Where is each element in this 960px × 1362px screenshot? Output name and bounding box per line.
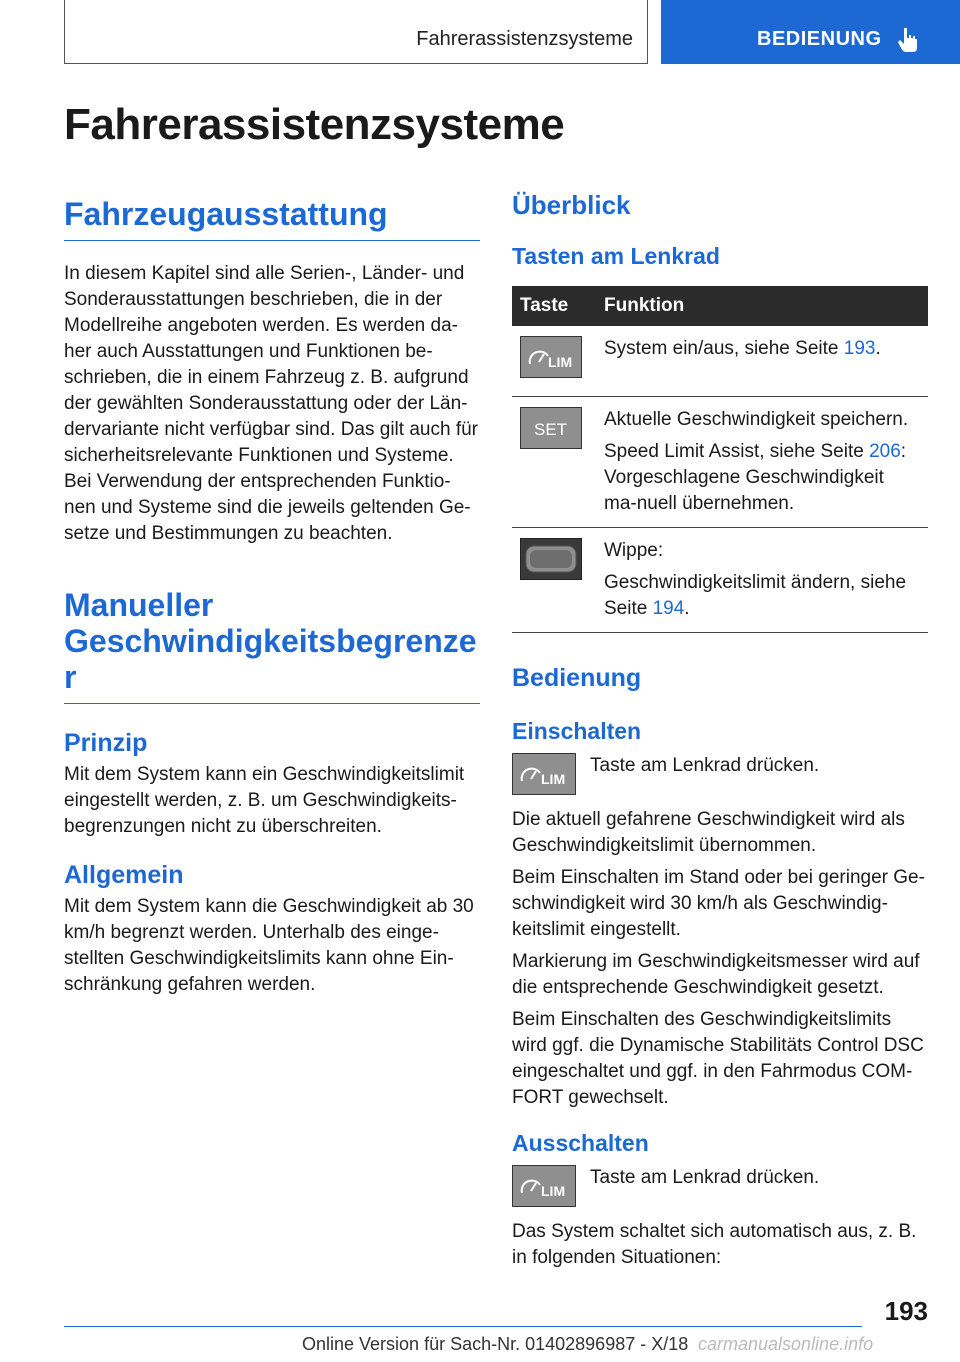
rocker-switch-icon	[520, 538, 582, 580]
header-tab	[661, 0, 960, 64]
prinzip-heading: Prinzip	[64, 729, 148, 757]
row3-text2: Geschwindigkeitslimit ändern, siehe Seite	[604, 572, 907, 619]
table-header-row	[512, 286, 928, 326]
lim-button-icon	[512, 753, 576, 795]
buttons-table	[512, 286, 928, 633]
page-link-206[interactable]: 206	[869, 441, 901, 462]
table-row: Wippe: Geschwindigkeitslimit ändern, siehe Seite 194.	[512, 528, 928, 633]
svg-text:SET: SET	[534, 420, 568, 439]
hand-pointer-icon	[896, 26, 920, 54]
page-number: 193	[884, 1296, 928, 1326]
einschalten-p3: Markierung im Geschwindigkeitsmesser wird auf die entsprechende Geschwindigkeit gesetzt.	[512, 951, 920, 998]
einschalten-heading: Einschalten	[512, 718, 642, 744]
row1-text: System ein/aus, siehe Seite	[604, 338, 844, 359]
row2-text1: Aktuelle Geschwindigkeit speichern.	[604, 409, 909, 430]
header-section-title: Fahrerassistenzsysteme	[416, 28, 633, 50]
table-row: LIM System ein/aus, siehe Seite 193.	[512, 326, 928, 397]
left-column	[64, 190, 480, 998]
ausschalten-heading: Ausschalten	[512, 1130, 649, 1156]
einschalten-p2: Beim Einschalten im Stand oder bei geringer Ge‐schwindigkeit wird 30 km/h als Geschwindig‐keitslimit eingestellt.	[512, 867, 925, 940]
svg-text:LIM: LIM	[541, 771, 566, 787]
prinzip-text: Mit dem System kann ein Geschwindigkeitslimit eingestellt werden, z. B. um Geschwindigkeits‐begrenzungen nicht zu überschreiten.	[64, 764, 465, 837]
footer-online-version: Online Version für Sach-Nr. 01402896987 - X/18	[302, 1334, 689, 1354]
row3-text1: Wippe:	[604, 540, 664, 561]
lim-button-icon	[520, 336, 582, 378]
fahrzeugausstattung-heading: Fahrzeugausstattung	[64, 190, 480, 241]
page-link-193[interactable]: 193	[843, 338, 876, 359]
einschalten-p1: Die aktuell gefahrene Geschwindigkeit wird als Geschwindigkeitslimit übernommen.	[512, 809, 905, 856]
header-section-box	[64, 0, 648, 64]
lim-button-icon	[512, 1165, 576, 1207]
bedienung-heading: Bedienung	[512, 664, 642, 692]
table-header-function: Funktion	[596, 286, 928, 326]
fahrzeugausstattung-text: In diesem Kapitel sind alle Serien-, Länder- und Sonderausstattungen beschrieben, die in der Modellreihe angeboten werden. Es werden da‐her auch Ausstattungen und Funktionen be‐schrieben, die in einem Fahrzeug z. B. aufgrund der gewählten Sonderausstattung oder der Län‐dervariante nicht verfügbar sind. Das gilt auch für sicherheitsrelevante Funktionen und Systeme. Bei Verwendung der entsprechenden Funktio‐nen und Systeme sind die jeweils geltenden Ge‐setze und Bestimmungen zu beachten.	[64, 263, 478, 544]
table-row: SET Aktuelle Geschwindigkeit speichern. Speed Limit Assist, siehe Seite 206: Vorgeschlagene Geschwindigkeit ma‐nuell übernehmen.	[512, 397, 928, 528]
ueberblick-heading: Überblick	[512, 190, 631, 220]
svg-text:LIM: LIM	[541, 1183, 566, 1199]
manueller-geschwindigkeitsbegrenzer-heading: Manueller Geschwindigkeitsbegrenze r	[64, 587, 480, 704]
tasten-am-lenkrad-heading: Tasten am Lenkrad	[512, 243, 720, 269]
svg-text:LIM: LIM	[548, 354, 573, 370]
page-link-194[interactable]: 194	[652, 598, 685, 619]
allgemein-heading: Allgemein	[64, 861, 184, 889]
watermark: carmanualsonline.info	[698, 1334, 874, 1354]
set-button-icon	[520, 407, 582, 449]
page-title: Fahrerassistenzsysteme	[64, 100, 565, 149]
row2-text3: Vorgeschlagene Geschwindigkeit ma‐nuell übernehmen.	[604, 467, 884, 514]
table-header-key: Taste	[512, 286, 596, 326]
right-column	[512, 190, 928, 1271]
ausschalten-p1: Das System schaltet sich automatisch aus, z. B. in folgenden Situationen:	[512, 1221, 917, 1268]
header-tab-label: BEDIENUNG	[757, 28, 882, 50]
einschalten-key-text: Taste am Lenkrad drücken.	[590, 755, 820, 776]
row2-text2: Speed Limit Assist, siehe Seite	[604, 441, 870, 462]
einschalten-p4: Beim Einschalten des Geschwindigkeitslimits wird ggf. die Dynamische Stabilitäts Control DSC eingeschaltet und ggf. in den Fahrmodus COM‐FORT gewechselt.	[512, 1009, 924, 1108]
footer-divider	[64, 1326, 862, 1327]
ausschalten-key-text: Taste am Lenkrad drücken.	[590, 1167, 820, 1188]
allgemein-text: Mit dem System kann die Geschwindigkeit ab 30 km/h begrenzt werden. Unterhalb des einge‐stellten Geschwindigkeitslimits kann ohne Ein‐schränkung gefahren werden.	[64, 896, 474, 995]
